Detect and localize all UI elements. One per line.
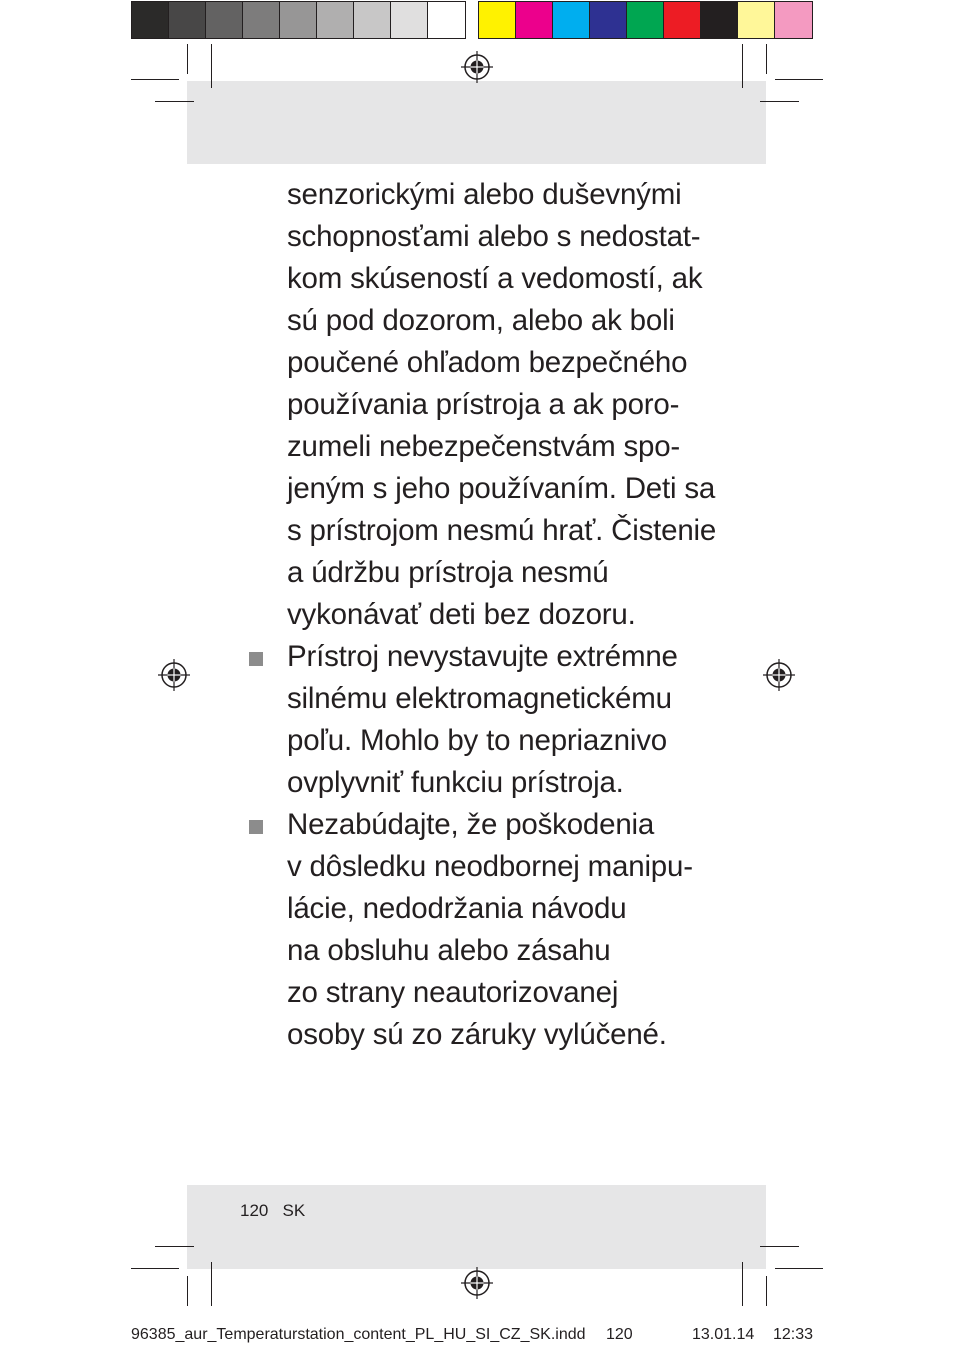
text-line: sú pod dozorom, alebo ak boli — [287, 304, 675, 337]
text-line: poľu. Mohlo by to nepriaznivo — [287, 724, 667, 757]
crop-mark — [187, 44, 188, 74]
bullet-item — [287, 636, 757, 804]
text-line: ovplyvniť funkciu prístroja. — [287, 766, 624, 799]
crop-mark — [760, 101, 799, 102]
body-text — [287, 174, 757, 1056]
crop-mark — [775, 1268, 823, 1269]
registration-mark-icon — [460, 50, 494, 84]
crop-mark — [211, 1262, 212, 1306]
intro-paragraph — [287, 174, 757, 636]
text-line: poučené ohľadom bezpečného — [287, 346, 688, 379]
grayscale-strip — [131, 1, 466, 39]
process-color-strip — [478, 1, 813, 39]
bullet-item — [287, 804, 757, 1056]
slug-filename: 96385_aur_Temperaturstation_content_PL_HU_SI_CZ_SK.indd — [131, 1326, 586, 1343]
registration-mark-icon — [762, 658, 796, 692]
text-line: na obsluhu alebo zásahu — [287, 934, 611, 967]
color-swatch — [354, 2, 391, 38]
crop-mark — [766, 44, 767, 74]
text-line: zumeli nebezpečenstvám spo- — [287, 430, 681, 463]
text-line: kom skúseností a vedomostí, ak — [287, 262, 703, 295]
text-line: lácie, nedodržania návodu — [287, 892, 627, 925]
crop-mark — [155, 101, 194, 102]
crop-mark — [131, 1268, 179, 1269]
bullet-square-icon — [249, 820, 263, 834]
text-line: a údržbu prístroja nesmú — [287, 556, 609, 589]
color-bar — [131, 1, 813, 39]
crop-mark — [131, 79, 179, 80]
text-line: Prístroj nevystavujte extrémne — [287, 640, 678, 673]
color-swatch — [627, 2, 664, 38]
header-band — [187, 81, 766, 164]
slug-time: 12:33 — [773, 1326, 814, 1343]
text-line: Nezabúdajte, že poškodenia — [287, 808, 655, 841]
text-line: senzorickými alebo duševnými — [287, 178, 682, 211]
language-code: SK — [282, 1201, 306, 1220]
color-swatch — [664, 2, 701, 38]
color-swatch — [775, 2, 812, 38]
crop-mark — [760, 1246, 799, 1247]
page-footer — [240, 1201, 305, 1221]
color-swatch — [590, 2, 627, 38]
color-swatch — [479, 2, 516, 38]
color-swatch — [317, 2, 354, 38]
text-line: používania prístroja a ak poro- — [287, 388, 680, 421]
color-swatch — [428, 2, 465, 38]
registration-mark-icon — [460, 1266, 494, 1300]
crop-mark — [775, 79, 823, 80]
crop-mark — [187, 1276, 188, 1306]
color-swatch — [738, 2, 775, 38]
color-swatch — [243, 2, 280, 38]
color-swatch — [516, 2, 553, 38]
text-line: vykonávať deti bez dozoru. — [287, 598, 636, 631]
crop-mark — [766, 1276, 767, 1306]
crop-mark — [211, 44, 212, 88]
crop-mark — [742, 1262, 743, 1306]
color-swatch — [553, 2, 590, 38]
color-swatch — [391, 2, 428, 38]
color-swatch — [280, 2, 317, 38]
text-line: jeným s jeho používaním. Deti sa — [287, 472, 716, 505]
color-swatch — [701, 2, 738, 38]
text-line: zo strany neautorizovanej — [287, 976, 619, 1009]
color-swatch — [206, 2, 243, 38]
text-line: s prístrojom nesmú hrať. Čistenie — [287, 514, 717, 547]
registration-mark-icon — [157, 658, 191, 692]
crop-mark — [155, 1246, 194, 1247]
text-line: schopnosťami alebo s nedostat- — [287, 220, 701, 253]
page-number: 120 — [240, 1201, 269, 1220]
color-swatch — [169, 2, 206, 38]
bullet-square-icon — [249, 652, 263, 666]
text-line: osoby sú zo záruky vylúčené. — [287, 1018, 667, 1051]
slug-date: 13.01.14 — [692, 1326, 755, 1343]
text-line: v dôsledku neodbornej manipu- — [287, 850, 693, 883]
crop-mark — [742, 44, 743, 88]
text-line: silnému elektromagnetickému — [287, 682, 672, 715]
color-swatch — [132, 2, 169, 38]
slug-page: 120 — [606, 1326, 633, 1343]
footer-band — [187, 1185, 766, 1269]
